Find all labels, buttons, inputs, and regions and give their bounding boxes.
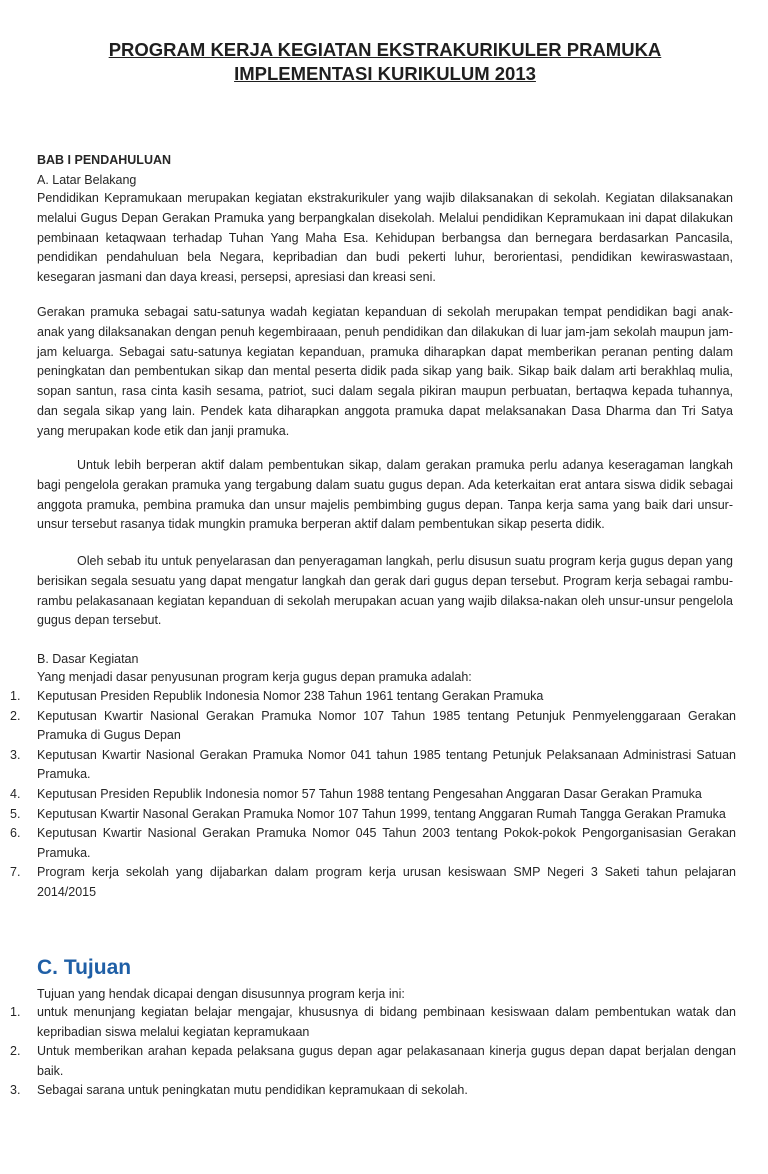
document-title-line1: PROGRAM KERJA KEGIATAN EKSTRAKURIKULER PRAMUKA [108,39,662,60]
list-item-text: Keputusan Kwartir Nasional Gerakan Pramuka Nomor 041 tahun 1985 tentang Petunjuk Pelaksanaan Administrasi Satuan Pramuka. [37,747,736,782]
list-item-text: Keputusan Kwartir Nasional Gerakan Pramuka Nomor 107 Tahun 1985 tentang Petunjuk Penmyelenggaraan Gerakan Pramuka di Gugus Depan [37,708,736,743]
list-item-number: 3. [10,747,21,762]
list-item-text: untuk menunjang kegiatan belajar mengajar, khususnya di bidang pembinaan kesiswaan dalam pembentukan watak dan kepribadian siswa melalui kegiatan kepramukaan [37,1005,736,1039]
list-item [0,824,736,863]
list-item-number: 6. [10,826,21,841]
paragraph-latar-belakang-3: Untuk lebih berperan aktif dalam pembentukan sikap, dalam gerakan pramuka perlu adanya keseragaman langkah bagi pengelola gerakan pramuka yang tergabung dalam suatu gugus depan. Ada keterkaitan erat antara siswa didik sebagai anggota pramuka, pembina pramuka dan unsur majelis pembimbing gugus depan. Tanpa kerja sama yang baik dari unsur-unsur tersebut rasanya tidak mungkin pramuka berperan aktif dalam pembentukan sikap peserta didik. [37,458,733,532]
section-b-heading: B. Dasar Kegiatan [37,652,139,666]
paragraph-latar-belakang-2: Gerakan pramuka sebagai satu-satunya wadah kegiatan kepanduan di sekolah merupakan tempat pendidikan bagi anak-anak yang dilaksanakan dengan penuh kegembiraaan, penuh pendidikan dan dilakukan di luar jam-jam sekolah maupun jam-jam keluarga. Sebagai satu-satunya kegiatan kepanduan, pramuka diharapkan dapat memberikan peranan penting dalam peningkatan dan pembentukan sikap dan mental peserta didik pada sikap yang baik. Sikap baik dalam arti berakhlaq mulia, sopan santun, rasa cinta kasih sesama, patriot, suci dalam segala pikiran maupun perbuatan, bertaqwa kepada tuhannya, dan segala sikap yang lain. Pendek kata diharapkan anggota pramuka dapat melaksanakan Dasa Dharma dan Tri Satya yang merupakan kode etik dan janji pramuka. [37,305,733,438]
list-item [0,863,736,902]
list-item-text: Untuk memberikan arahan kepada pelaksana gugus depan agar pelakasanaan kinerja gugus depan dapat berjalan dengan baik. [37,1044,736,1078]
list-item-number: 1. [10,1005,21,1019]
paragraph-latar-belakang-4: Oleh sebab itu untuk penyelarasan dan penyeragaman langkah, perlu disusun suatu program kerja gugus depan yang berisikan segala sesuatu yang dapat mengatur langkah dan gerak dari gugus depan tersebut. Program kerja sebagai rambu-rambu pelakasanaan kegiatan kepanduan di sekolah merupakan acuan yang wajib dilaksa-nakan oleh unsur-unsur pengelola gugus depan tersebut. [37,554,733,628]
list-item-number: 7. [10,865,21,880]
list-item-number: 2. [10,708,21,723]
list-item [0,1042,736,1081]
list-item-number: 5. [10,806,21,821]
paragraph-latar-belakang-1: Pendidikan Kepramukaan merupakan kegiatan ekstrakurikuler yang wajib dilaksanakan di sekolah. Kegiatan dilaksanakan melalui Gugus Depan Gerakan Pramuka yang berpangkalan disekolah. Melalui pendidikan Kepramukaan ini dapat dilakukan pembinaan ketaqwaan terhadap Tuhan Yang Maha Esa. Kehidupan berbangsa dan bernegara berdasarkan Pancasila, pendidikan pendahuluan bela Negara, kepribadian dan budi pekerti luhur, berorientasi, pendidikan kewiraswastaan, kesegaran jasmani dan daya kreasi, persepsi, apresiasi dan kreasi seni. [37,191,733,285]
list-item [0,687,736,707]
list-item-number: 2. [10,1044,21,1059]
section-b-intro: Yang menjadi dasar penyusunan program kerja gugus depan pramuka adalah: [37,670,472,684]
list-item [0,785,736,805]
list-item-text: Sebagai sarana untuk peningkatan mutu pendidikan kepramukaan di sekolah. [37,1083,468,1098]
list-item-number: 4. [10,786,21,801]
list-item [0,1003,736,1042]
list-item-text: Keputusan Presiden Republik Indonesia Nomor 238 Tahun 1961 tentang Gerakan Pramuka [37,689,544,703]
tujuan-list [0,1003,736,1101]
list-item-number: 1. [10,689,21,703]
list-item-text: Keputusan Kwartir Nasonal Gerakan Pramuka Nomor 107 Tahun 1999, tentang Anggaran Rumah Tangga Gerakan Pramuka [37,806,726,821]
chapter-heading: BAB I PENDAHULUAN [37,153,172,167]
list-item [0,805,736,825]
section-c-intro: Tujuan yang hendak dicapai dengan disusunnya program kerja ini: [37,987,405,1001]
section-c-heading: C. Tujuan [37,956,132,979]
dasar-kegiatan-list [0,687,736,903]
list-item [0,1081,736,1101]
section-a-heading: A. Latar Belakang [37,173,137,187]
list-item-text: Keputusan Presiden Republik Indonesia nomor 57 Tahun 1988 tentang Pengesahan Anggaran Dasar Gerakan Pramuka [37,786,702,801]
list-item-text: Program kerja sekolah yang dijabarkan dalam program kerja urusan kesiswaan SMP Negeri 3 Saketi tahun pelajaran 2014/2015 [37,865,736,899]
document-title-line2: IMPLEMENTASI KURIKULUM 2013 [234,63,536,84]
list-item-number: 3. [10,1083,21,1098]
list-item [0,746,736,785]
list-item-text: Keputusan Kwartir Nasional Gerakan Pramuka Nomor 045 Tahun 2003 tentang Pokok-pokok Pengorganisasian Gerakan Pramuka. [37,826,736,860]
list-item [0,707,736,746]
